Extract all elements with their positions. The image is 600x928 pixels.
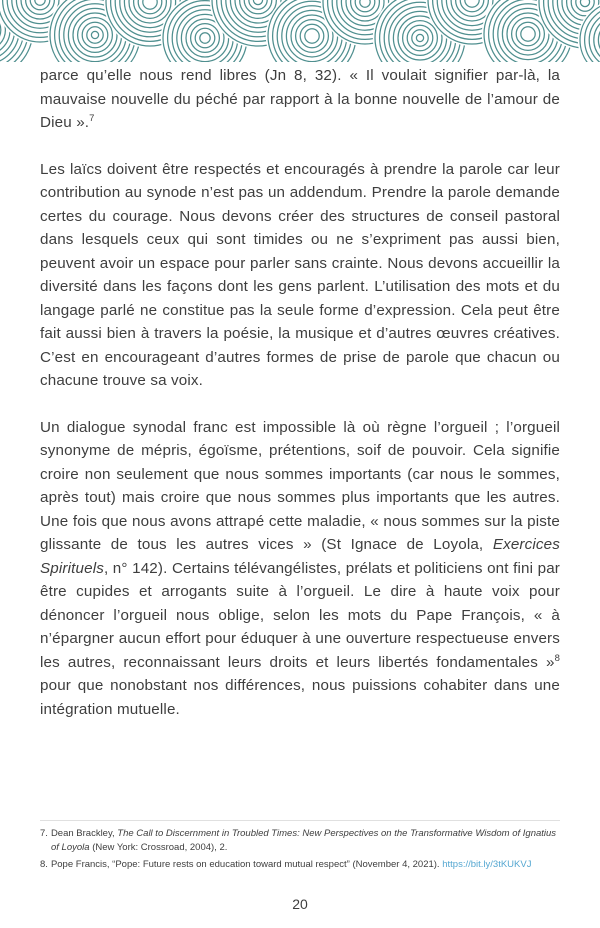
footnote-7-text: Dean Brackley, — [50, 828, 118, 839]
paragraph-3-text-2: , n° 142). Certains télévangélistes, prélats et politiciens ont fini par être cupides et arrogants suite à l’orgueil. Le dire à haute voix pour dénoncer l’orgueil nous oblige, selon les mots du Pape François, « à n’épargner aucun effort pour éduquer à une ouverture respectueuse envers les autres, reconnaissant leurs droits et leurs libertés fondamentales » — [40, 559, 560, 671]
footnotes-section — [40, 820, 560, 876]
paragraph-1-text: parce qu’elle nous rend libres (Jn 8, 32). « Il voulait signifier par-là, la mauvaise nouvelle du péché par rapport à la bonne nouvelle de l’amour de Dieu ». — [40, 67, 560, 131]
footnote-separator — [40, 820, 560, 821]
cited-work-title: Exercices Spirituels — [40, 536, 560, 577]
footnote-ref-7: 7 — [89, 112, 95, 124]
paragraph-2 — [40, 158, 560, 393]
paragraph-1 — [40, 64, 560, 135]
header-circles-decoration — [0, 0, 600, 62]
page-number: 20 — [292, 896, 308, 912]
footnote-8-url-link[interactable]: https://bit.ly/3tKUKVJ — [442, 859, 532, 870]
page-content — [40, 64, 560, 721]
concentric-circles-pattern — [0, 0, 600, 62]
paragraph-3-text-1: Un dialogue synodal franc est impossible là où règne l’orgueil ; l’orgueil synonyme de mépris, égoïsme, prétentions, soif de pouvoir. Cela signifie croire non seulement que nous sommes importants (car nous le sommes, après tout) mais croire que nous sommes plus importants que les autres. Une fois que nous avons attrapé cette maladie, « nous sommes sur la piste glissante de tous les autres vices » (St Ignace de Loyola, — [40, 418, 560, 553]
footnote-7-text-after: (New York: Crossroad, 2004), 2. — [89, 841, 228, 853]
footnote-7 — [40, 827, 560, 854]
paragraph-3-text-3: pour que nonobstant nos différences, nous puissions cohabiter dans une intégration mutuelle. — [40, 677, 560, 718]
footnote-ref-8: 8 — [554, 652, 560, 664]
paragraph-2-text: Les laïcs doivent être respectés et encouragés à prendre la parole car leur contribution au synode n’est pas un addendum. Prendre la parole demande certes du courage. Nous devons créer des structures de conseil pastoral dans lesquels ceux qui sont timides ou ne s’expriment pas aussi bien, peuvent avoir un espace pour parler sans crainte. Nous devons accueillir la diversité dans les façons dont les gens parlent. L’utilisation des mots et du langage parlé ne constitue pas la seule forme d’expression. Cela peut être fait aussi bien à travers la poésie, la musique et d’autres œuvres créatives. C’est en encourageant d’autres formes de prise de parole que chacun ou chacune trouve sa voix. — [40, 160, 560, 389]
paragraph-3 — [40, 416, 560, 722]
footnote-8 — [40, 858, 560, 872]
footnote-8-text: Pope Francis, “Pope: Future rests on education toward mutual respect” (November 4, 2021). — [50, 859, 443, 870]
footnote-7-book-title: The Call to Discernment in Troubled Times: New Perspectives on the Transformative Wisdom of Ignatius of Loyola — [51, 828, 557, 853]
footnote-7-number: 7. — [40, 828, 48, 839]
footnote-8-number: 8. — [40, 859, 48, 870]
